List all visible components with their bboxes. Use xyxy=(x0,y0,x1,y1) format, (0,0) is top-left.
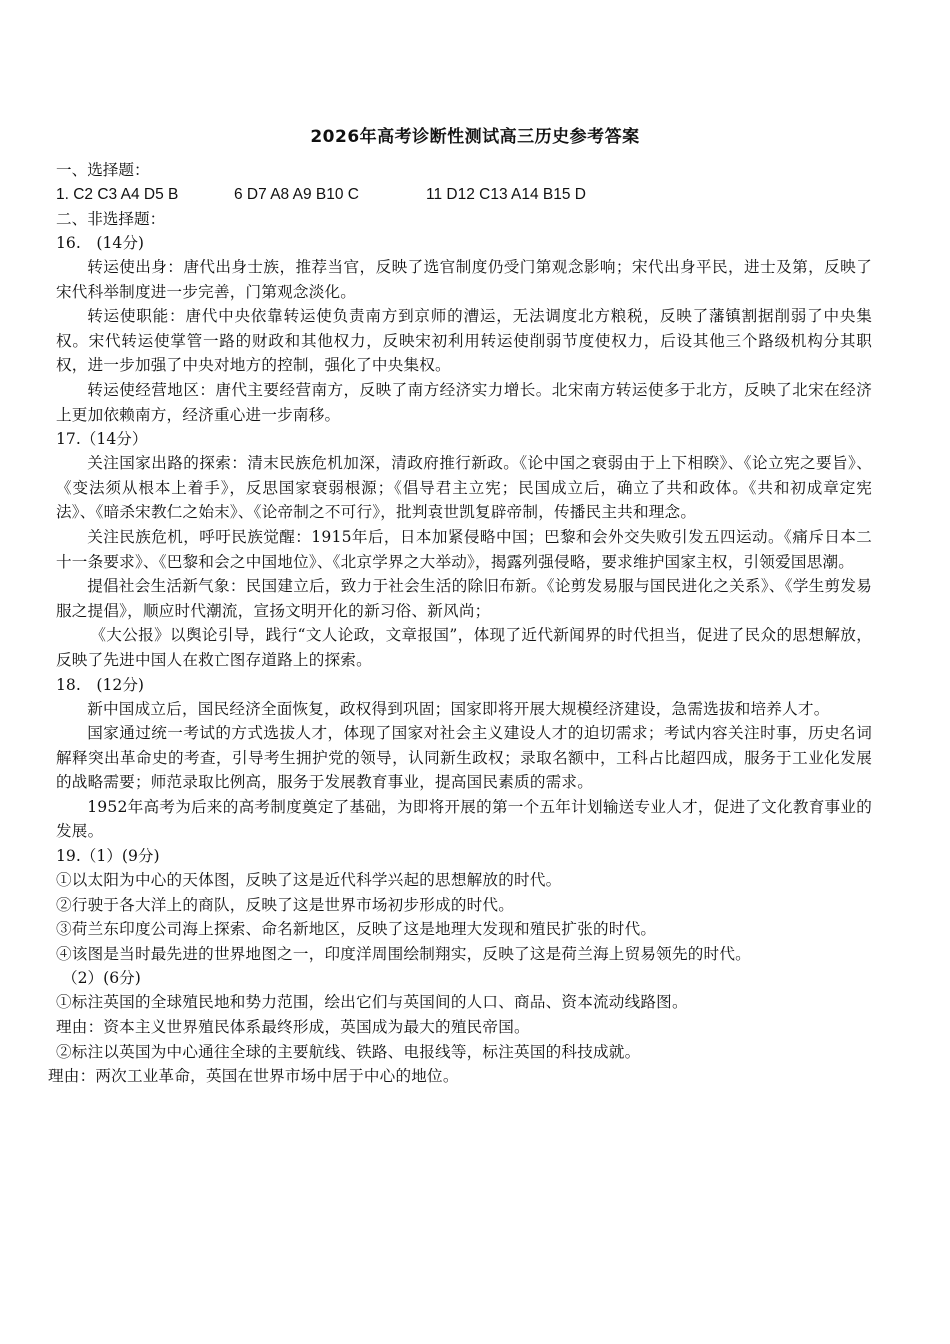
q19-point: ④该图是当时最先进的世界地图之一，印度洋周围绘制翔实，反映了这是荷兰海上贸易领先的时代。 xyxy=(56,944,751,963)
q16-paragraph: 转运使职能：唐代中央依靠转运使负责南方到京师的漕运，无法调度北方粮税，反映了藩镇割据削弱了中央集权。宋代转运使掌管一路的财政和其他权力，反映宋初利用转运使削弱节度使权力，后设其他三个路级机构分其职权，进一步加强了中央对地方的控制，强化了中央集权。 xyxy=(56,307,872,375)
q17-paragraph: 关注国家出路的探索：清末民族危机加深，清政府推行新政。《论中国之衰弱由于上下相睽》、《论立宪之要旨》、《变法须从根本上着手》，反思国家衰弱根源；《倡导君主立宪；民国成立后，确立了共和政体。《共和初成章定宪法》、《暗杀宋教仁之始末》、《论帝制之不可行》，批判袁世凯复辟帝制，传播民主共和理念。 xyxy=(56,454,872,522)
question-16-label: 16. (14分) xyxy=(56,234,144,252)
choice-answers-11-15: 11 D12 C13 A14 B15 D xyxy=(426,186,586,203)
q19-part2-reason: 理由：资本主义世界殖民体系最终形成，英国成为最大的殖民帝国。 xyxy=(56,1018,530,1037)
q16-paragraph: 转运使经营地区：唐代主要经营南方，反映了南方经济实力增长。北宋南方转运使多于北方，反映了北宋在经济上更加依赖南方，经济重心进一步南移。 xyxy=(56,380,872,424)
question-18-label: 18. (12分) xyxy=(56,675,144,694)
section-2-heading: 二、非选择题： xyxy=(56,210,166,228)
q19-point: ①以太阳为中心的天体图，反映了这是近代科学兴起的思想解放的时代。 xyxy=(56,871,562,890)
q19-point: ③荷兰东印度公司海上探索、命名新地区，反映了这是地理大发现和殖民扩张的时代。 xyxy=(56,920,657,939)
section-1-heading: 一、选择题： xyxy=(56,161,150,179)
q18-paragraph: 1952年高考为后来的高考制度奠定了基础，为即将开展的第一个五年计划输送专业人才，促进了文化教育事业的发展。 xyxy=(56,797,872,841)
q17-paragraph: 提倡社会生活新气象：民国建立后，致力于社会生活的除旧布新。《论剪发易服与国民进化之关系》、《学生剪发易服之提倡》，顺应时代潮流，宣扬文明开化的新习俗、新风尚； xyxy=(56,577,872,620)
question-19-label: 19.（1）(9分) xyxy=(56,847,160,866)
content-body xyxy=(48,158,872,1089)
choice-answers-6-10: 6 D7 A8 A9 B10 C xyxy=(234,186,359,203)
q19-point: ②行驶于各大洋上的商队，反映了这是世界市场初步形成的时代。 xyxy=(56,895,515,914)
q18-paragraph: 新中国成立后，国民经济全面恢复，政权得到巩固；国家即将开展大规模经济建设，急需选拔和培养人才。 xyxy=(87,699,830,718)
q16-paragraph: 转运使出身：唐代出身士族，推荐当官，反映了选官制度仍受门第观念影响；宋代出身平民，进士及第，反映了宋代科举制度进一步完善，门第观念淡化。 xyxy=(56,258,872,301)
q17-paragraph: 《大公报》以舆论引导，践行“文人论政，文章报国”，体现了近代新闻界的时代担当，促进了民众的思想解放，反映了先进中国人在救亡图存道路上的探索。 xyxy=(56,626,872,669)
choice-answers xyxy=(56,183,872,207)
q19-part2-reason: 理由：两次工业革命，英国在世界市场中居于中心的地位。 xyxy=(48,1067,459,1086)
choice-answers-1-5: 1. C2 C3 A4 D5 B xyxy=(56,186,179,203)
question-17-label: 17.（14分） xyxy=(56,430,148,449)
question-19-part-2-label: （2）(6分) xyxy=(62,969,141,988)
q19-part2-item: ①标注英国的全球殖民地和势力范围，绘出它们与英国间的人口、商品、资本流动线路图。 xyxy=(56,993,688,1012)
page-title: 2026年高考诊断性测试高三历史参考答案 xyxy=(310,127,640,147)
q19-part2-item: ②标注以英国为中心通往全球的主要航线、铁路、电报线等，标注英国的科技成就。 xyxy=(56,1042,641,1061)
q17-paragraph: 关注民族危机，呼吁民族觉醒：1915年后，日本加紧侵略中国；巴黎和会外交失败引发五四运动。《痛斥日本二十一条要求》、《巴黎和会之中国地位》、《北京学界之大举动》，揭露列强侵略，要求维护国家主权，引领爱国思潮。 xyxy=(56,527,872,571)
q18-paragraph: 国家通过统一考试的方式选拔人才，体现了国家对社会主义建设人才的迫切需求；考试内容关注时事，历史名词解释突出革命史的考查，引导考生拥护党的领导，认同新生政权；录取名额中，工科占比超四成，服务于工业化发展的战略需要；师范录取比例高，服务于发展教育事业，提高国民素质的需求。 xyxy=(56,724,872,792)
